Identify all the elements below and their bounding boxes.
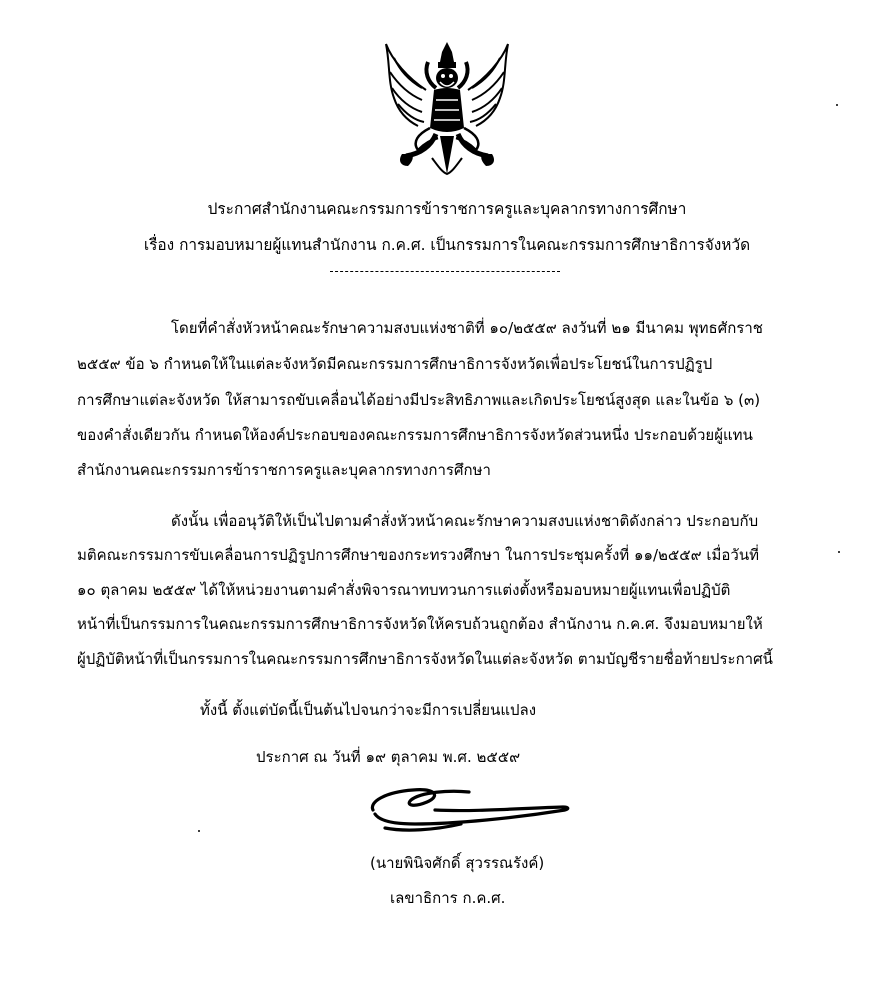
paragraph-1-line-2: ๒๕๕๙ ข้อ ๖ กำหนดให้ในแต่ละจังหวัดมีคณะกรรมการศึกษาธิการจังหวัดเพื่อประโยชน์ในการปฏิรูป [77, 355, 713, 373]
announcement-subject: เรื่อง การมอบหมายผู้แทนสำนักงาน ก.ค.ศ. เป็นกรรมการในคณะกรรมการศึกษาธิการจังหวัด [143, 236, 751, 254]
paragraph-3: ทั้งนี้ ตั้งแต่บัดนี้เป็นต้นไปจนกว่าจะมีการเปลี่ยนแปลง [200, 701, 537, 719]
signatory-name: (นายพินิจศักดิ์ สุวรรณรังค์) [370, 854, 545, 872]
announcement-title: ประกาศสำนักงานคณะกรรมการข้าราชการครูและบุคลากรทางการศึกษา [207, 200, 687, 218]
scan-speck [198, 830, 200, 832]
scan-speck [838, 551, 840, 553]
paragraph-1-line-4: ของคำสั่งเดียวกัน กำหนดให้องค์ประกอบของคณะกรรมการศึกษาธิการจังหวัดส่วนหนึ่ง ประกอบด้วยผู้แทน [77, 426, 753, 444]
scan-speck [836, 104, 838, 106]
paragraph-2-line-4: หน้าที่เป็นกรรมการในคณะกรรมการศึกษาธิการจังหวัดให้ครบถ้วนถูกต้อง สำนักงาน ก.ค.ศ. จึงมอบหมายให้ [77, 615, 763, 633]
paragraph-2-line-1: ดังนั้น เพื่ออนุวัติให้เป็นไปตามคำสั่งหัวหน้าคณะรักษาความสงบแห่งชาติดังกล่าว ประกอบกับ [171, 512, 759, 530]
paragraph-1-line-3: การศึกษาแต่ละจังหวัด ให้สามารถขับเคลื่อนได้อย่างมีประสิทธิภาพและเกิดประโยชน์สูงสุด และในข้อ ๖ (๓) [77, 391, 761, 409]
paragraph-1-line-1: โดยที่คำสั่งหัวหน้าคณะรักษาความสงบแห่งชาติที่ ๑๐/๒๕๕๙ ลงวันที่ ๒๑ มีนาคม พุทธศักราช [171, 319, 763, 337]
title-divider [330, 271, 560, 272]
announcement-date: ประกาศ ณ วันที่ ๑๙ ตุลาคม พ.ศ. ๒๕๕๙ [256, 748, 521, 766]
paragraph-2-line-3: ๑๐ ตุลาคม ๒๕๕๙ ได้ให้หน่วยงานตามคำสั่งพิจารณาทบทวนการแต่งตั้งหรือมอบหมายผู้แทนเพื่อปฏิบัติ [77, 581, 731, 599]
paragraph-2-line-2: มติคณะกรรมการขับเคลื่อนการปฏิรูปการศึกษาของกระทรวงศึกษา ในการประชุมครั้งที่ ๑๑/๒๕๕๙ เมื่อวันที่ [77, 546, 759, 564]
garuda-emblem [378, 38, 516, 178]
paragraph-1-line-5: สำนักงานคณะกรรมการข้าราชการครูและบุคลากรทางการศึกษา [77, 461, 491, 479]
handwritten-signature [365, 780, 575, 842]
paragraph-2-line-5: ผู้ปฏิบัติหน้าที่เป็นกรรมการในคณะกรรมการศึกษาธิการจังหวัดในแต่ละจังหวัด ตามบัญชีรายชื่อท้ายประกาศนี้ [77, 650, 773, 668]
signatory-position: เลขาธิการ ก.ค.ศ. [390, 889, 506, 907]
